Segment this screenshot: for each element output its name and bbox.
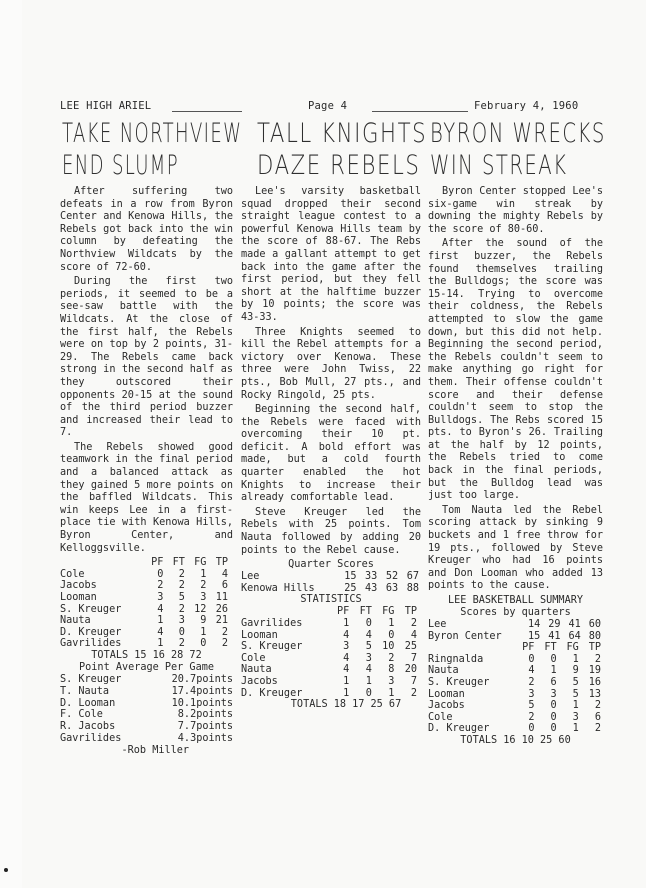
- stat-cell: 0: [157, 568, 164, 580]
- player-name: D. Kreuger: [428, 723, 490, 735]
- stat-cell: 3: [388, 675, 395, 687]
- stat-cell: 1: [572, 700, 579, 712]
- table-row: [60, 592, 230, 604]
- list-item: [60, 674, 233, 686]
- headline-line: WIN STREAK: [430, 150, 568, 181]
- stat-cell: 2: [410, 618, 417, 629]
- stat-cell: 4: [343, 664, 350, 676]
- article-paragraph: Lee's varsity basketball squad dropped their second straight league contest to a powerful Kenowa Hills team by the score of 88-67. The Rebs made a gallant attempt to get back into the game after the first period, but they fell short at the halftime buzzer by 10 points; the score was 43-33.: [241, 186, 421, 323]
- ppg-value: 4.3points: [177, 732, 233, 744]
- page-number: Page 4: [308, 100, 348, 112]
- table-row: [241, 641, 419, 653]
- table-row: [60, 604, 230, 616]
- player-name: Cole: [428, 711, 453, 723]
- headline-line: TAKE NORTHVIEW: [62, 118, 243, 149]
- stat-cell: 4: [365, 664, 372, 676]
- score-cell: 14: [527, 619, 541, 630]
- column-header: FT: [172, 557, 185, 569]
- punch-hole-mark: [4, 868, 8, 872]
- score-cell: 15: [344, 571, 357, 583]
- column-header: TP: [404, 606, 417, 618]
- table-row: [241, 583, 421, 595]
- stat-cell: 2: [178, 568, 185, 580]
- table-row: [60, 580, 230, 592]
- table-row: [241, 676, 419, 688]
- stat-cell: 0: [365, 687, 372, 699]
- score-cell: 60: [588, 619, 601, 630]
- headline-line: END SLUMP: [62, 150, 179, 181]
- table-row: [428, 677, 603, 689]
- table-row: [241, 664, 419, 676]
- column-header: TP: [215, 557, 228, 569]
- player-name: Looman: [428, 688, 465, 700]
- table-row: [428, 689, 603, 701]
- quarter-scores-byron: [428, 619, 603, 642]
- stat-cell: 26: [215, 603, 228, 615]
- stat-cell: 0: [388, 629, 395, 641]
- stat-cell: 3: [528, 688, 535, 700]
- player-name: D. Kreuger: [241, 687, 303, 699]
- quarter-scores-kenowa: [241, 571, 421, 594]
- stat-cell: 11: [215, 592, 228, 603]
- team-name: Kenowa Hills: [241, 582, 315, 594]
- table-row: [428, 723, 603, 735]
- ppg-value: 7.7points: [177, 721, 233, 733]
- stat-cell: 3: [157, 592, 164, 603]
- stat-cell: 0: [550, 723, 557, 735]
- stat-cell: 2: [178, 638, 185, 650]
- stat-cell: 0: [178, 626, 185, 638]
- table-row: [428, 665, 603, 677]
- stat-cell: 1: [388, 618, 395, 629]
- stat-cell: 3: [200, 592, 207, 603]
- stat-cell: 5: [365, 641, 372, 653]
- stat-cell: 2: [157, 580, 164, 592]
- score-cell: 25: [344, 582, 357, 594]
- player-name: D. Looman: [60, 697, 116, 709]
- score-cell: 88: [406, 582, 419, 594]
- score-cell: 15: [527, 630, 541, 642]
- column-header: FG: [382, 606, 395, 618]
- article-paragraph: Beginning the second half, the Rebels were faced with overcoming their 10 pt. deficit. A bold effort was made, but a cold fourth quarter enabled the hot Knights to increase their already comfortable lead.: [241, 404, 421, 504]
- stat-cell: 12: [194, 603, 207, 615]
- byline: -Rob Miller: [121, 744, 189, 756]
- ppg-title: Point Average Per Game: [79, 661, 214, 673]
- table-row: [428, 654, 603, 666]
- team-name: Byron Center: [428, 630, 502, 642]
- score-cell: 41: [568, 619, 581, 630]
- player-name: Nauta: [241, 664, 272, 676]
- table-row: [428, 700, 603, 712]
- score-cell: 67: [406, 571, 419, 583]
- table-header-row: [241, 606, 419, 618]
- stat-cell: 3: [550, 688, 557, 700]
- stat-cell: 20: [404, 664, 417, 676]
- summary-title: LEE BASKETBALL SUMMARY: [448, 595, 583, 606]
- ppg-list: [60, 674, 233, 757]
- stat-cell: 1: [343, 687, 350, 699]
- stat-cell: 9: [200, 615, 207, 627]
- stat-cell: 8: [388, 664, 395, 676]
- stat-cell: 2: [221, 638, 228, 650]
- stat-cell: 2: [594, 723, 601, 735]
- table-header-row: [60, 557, 230, 569]
- ppg-value: 8.2points: [177, 709, 233, 721]
- stat-cell: 2: [221, 626, 228, 638]
- stat-cell: 2: [594, 653, 601, 665]
- stat-cell: 1: [365, 675, 372, 687]
- player-name: S. Kreuger: [60, 673, 122, 685]
- column-header: [428, 642, 514, 654]
- score-cell: 63: [385, 582, 399, 594]
- stat-cell: 10: [382, 641, 395, 653]
- score-cell: 43: [365, 582, 378, 594]
- article-northview: [60, 186, 233, 757]
- column-header: FT: [544, 642, 557, 654]
- player-name: Gavrilides: [241, 618, 303, 629]
- stat-cell: 13: [588, 688, 601, 700]
- box-score-byron: [428, 642, 603, 735]
- stat-cell: 2: [528, 711, 535, 723]
- player-name: Looman: [241, 629, 278, 641]
- stat-cell: 5: [528, 700, 535, 712]
- totals-line: TOTALS 18 17 25 67: [290, 699, 402, 711]
- list-item: [60, 709, 233, 721]
- stat-cell: 0: [365, 618, 372, 629]
- page-margin: [0, 0, 22, 888]
- stat-cell: 19: [588, 665, 601, 677]
- article-paragraph: Byron Center stopped Lee's six-game win streak by downing the mighty Rebels by the score of 80-60.: [428, 186, 603, 235]
- table-row: [60, 627, 230, 639]
- stat-cell: 21: [215, 615, 228, 627]
- player-name: Jacobs: [428, 700, 465, 712]
- list-item: [60, 721, 233, 733]
- stat-cell: 2: [410, 687, 417, 699]
- column-header: PF: [522, 642, 535, 654]
- stat-cell: 1: [572, 653, 579, 665]
- stat-cell: 0: [550, 711, 557, 723]
- player-name: Cole: [60, 568, 85, 580]
- stat-cell: 7: [410, 675, 417, 687]
- score-cell: 80: [588, 630, 601, 642]
- article-paragraph: The Rebels showed good teamwork in the final period and a balanced attack as they gained 5 more points on the baffled Wildcats. This win keeps Lee in a first-place tie with Kenowa Hills, Byron Center, and Kelloggsville.: [60, 441, 233, 554]
- article-paragraph: After suffering two defeats in a row from Byron Center and Kenowa Hills, the Rebels got back into the win column by defeating the Northview Wildcats by the score of 72-60.: [60, 186, 233, 273]
- stat-cell: 4: [365, 629, 372, 641]
- article-paragraph: Tom Nauta led the Rebel scoring attack by sinking 9 buckets and 1 free throw for 19 pts., followed by Steve Kreuger who had 16 points and Don Looman who added 13 points to the cause.: [428, 504, 603, 592]
- table-row: [241, 653, 419, 665]
- score-cell: 64: [568, 630, 581, 642]
- ppg-value: 17.4points: [171, 685, 233, 697]
- stat-cell: 3: [343, 641, 350, 653]
- stat-cell: 6: [550, 676, 557, 688]
- team-name: Lee: [428, 619, 447, 630]
- player-name: S. Kreuger: [60, 603, 122, 615]
- player-name: T. Nauta: [60, 685, 110, 697]
- article-knights: [241, 186, 421, 711]
- ppg-value: 10.1points: [171, 697, 233, 709]
- player-name: Gavrilides: [60, 732, 122, 744]
- statistics-title: STATISTICS: [300, 594, 362, 606]
- stat-cell: 2: [528, 676, 535, 688]
- list-item: [60, 686, 233, 698]
- column-header: FT: [359, 606, 372, 618]
- player-name: D. Kreuger: [60, 626, 122, 638]
- stat-cell: 4: [410, 629, 417, 641]
- stat-cell: 0: [200, 638, 207, 650]
- table-row: [428, 631, 603, 643]
- totals-line: TOTALS 16 10 25 60: [460, 734, 571, 746]
- column-header: TP: [588, 642, 601, 654]
- stat-cell: 2: [200, 580, 207, 592]
- table-row: [241, 630, 419, 642]
- score-cell: 33: [365, 571, 378, 583]
- score-cell: 41: [548, 630, 561, 642]
- box-score-kenowa: [241, 606, 419, 699]
- headline-byron: [430, 118, 606, 182]
- article-paragraph: Three Knights seemed to kill the Rebel attempts for a victory over Kenowa. These three were John Twiss, 22 pts., Bob Mull, 27 pts., and Rocky Ringold, 25 pts.: [241, 326, 421, 401]
- stat-cell: 1: [550, 665, 557, 677]
- totals-line: TOTALS 15 16 28 72: [91, 649, 202, 661]
- table-row: [60, 615, 230, 627]
- stat-cell: 2: [178, 603, 185, 615]
- table-row: [60, 569, 230, 581]
- stat-cell: 2: [388, 652, 395, 664]
- stat-cell: 7: [410, 652, 417, 664]
- column-header: PF: [337, 606, 350, 618]
- stat-cell: 0: [550, 700, 557, 712]
- stat-cell: 4: [157, 603, 164, 615]
- table-row: [428, 712, 603, 724]
- stat-cell: 3: [572, 711, 579, 723]
- player-name: R. Jacobs: [60, 721, 116, 733]
- stat-cell: 2: [594, 700, 601, 712]
- headline-northview: [62, 118, 242, 182]
- stat-cell: 1: [388, 687, 395, 699]
- table-row: [241, 688, 419, 700]
- stat-cell: 4: [157, 626, 164, 638]
- headline-line: DAZE REBELS: [257, 150, 421, 181]
- ppg-value: 20.7points: [171, 673, 233, 685]
- stat-cell: 25: [404, 641, 417, 653]
- stat-cell: 0: [550, 653, 557, 665]
- box-score-northview: [60, 557, 230, 650]
- article-byron: [428, 186, 603, 747]
- stat-cell: 5: [178, 592, 185, 603]
- paper-name: LEE HIGH ARIEL: [60, 100, 152, 112]
- stat-cell: 2: [178, 580, 185, 592]
- player-name: Gavrilides: [60, 638, 122, 650]
- headline-line: BYRON WRECKS: [430, 118, 606, 149]
- table-row: [60, 638, 230, 650]
- stat-cell: 1: [157, 615, 164, 627]
- table-row: [241, 618, 419, 630]
- player-name: F. Cole: [60, 709, 103, 721]
- score-cell: 52: [385, 571, 399, 583]
- header-rule-left: [172, 111, 242, 112]
- list-item: [60, 698, 233, 710]
- stat-cell: 4: [528, 665, 535, 677]
- player-name: S. Kreuger: [241, 641, 303, 653]
- header-rule-right: [372, 111, 468, 112]
- player-name: Nauta: [428, 665, 459, 677]
- list-item: [60, 733, 233, 745]
- column-header: FG: [194, 557, 207, 569]
- stat-cell: 1: [200, 626, 207, 638]
- stat-cell: 16: [588, 676, 601, 688]
- headline-knights: [257, 118, 427, 182]
- score-cell: 29: [548, 619, 561, 630]
- stat-cell: 9: [572, 665, 579, 677]
- column-header: [60, 557, 144, 569]
- player-name: Nauta: [60, 615, 91, 627]
- headline-line: TALL KNIGHTS: [257, 118, 428, 149]
- article-paragraph: After the sound of the first buzzer, the Rebels found themselves trailing the Bulldogs; the score was 15-14. Trying to overcome their coldness, the Rebels attempted to slow the game down, but this did not help. Beginning the second period, the Rebels couldn't seem to make anything go right for them. Their offense couldn't score and their defense couldn't seem to stop the Bulldogs. The Rebs scored 15 pts. to Byron's 26. Trailing at the half by 12 points, the Rebels tried to come back in the final periods, but the Bulldog lead was just too large.: [428, 238, 603, 502]
- stat-cell: 6: [594, 711, 601, 723]
- column-header: PF: [151, 557, 164, 569]
- stat-cell: 3: [178, 615, 185, 627]
- stat-cell: 1: [343, 675, 350, 687]
- stat-cell: 1: [572, 723, 579, 735]
- stat-cell: 1: [157, 638, 164, 650]
- stat-cell: 0: [528, 723, 535, 735]
- table-row: [241, 571, 421, 583]
- stat-cell: 6: [221, 580, 228, 592]
- table-row: [428, 619, 603, 631]
- article-paragraph: During the first two periods, it seemed to be a see-saw battle with the Wildcats. At the close of the first half, the Rebels were on top by 2 points, 31-29. The Rebels came back strong in the second half as they outscored their opponents 20-15 at the sound of the third period buzzer and increased their lead to 7.: [60, 276, 233, 439]
- player-name: Ringnalda: [428, 653, 484, 665]
- stat-cell: 1: [200, 568, 207, 580]
- player-name: Jacobs: [241, 675, 278, 687]
- stat-cell: 4: [343, 629, 350, 641]
- stat-cell: 4: [221, 568, 228, 580]
- stat-cell: 0: [528, 653, 535, 665]
- issue-date: February 4, 1960: [474, 100, 579, 112]
- summary-subtitle: Scores by quarters: [460, 607, 571, 618]
- stat-cell: 4: [343, 652, 350, 664]
- column-header: [241, 606, 329, 618]
- article-paragraph: Steve Kreuger led the Rebels with 25 points. Tom Nauta followed by adding 20 points to the Rebel cause.: [241, 506, 421, 556]
- player-name: Jacobs: [60, 580, 97, 592]
- table-header-row: [428, 642, 603, 654]
- stat-cell: 1: [343, 618, 350, 629]
- column-header: FG: [566, 642, 579, 654]
- stat-cell: 5: [572, 676, 579, 688]
- stat-cell: 5: [572, 688, 579, 700]
- team-name: Lee: [241, 571, 260, 583]
- quarter-scores-title: Quarter Scores: [288, 559, 374, 571]
- player-name: Cole: [241, 652, 266, 664]
- page-header: [60, 100, 600, 116]
- player-name: Looman: [60, 592, 97, 603]
- stat-cell: 3: [365, 652, 372, 664]
- player-name: S. Kreuger: [428, 676, 490, 688]
